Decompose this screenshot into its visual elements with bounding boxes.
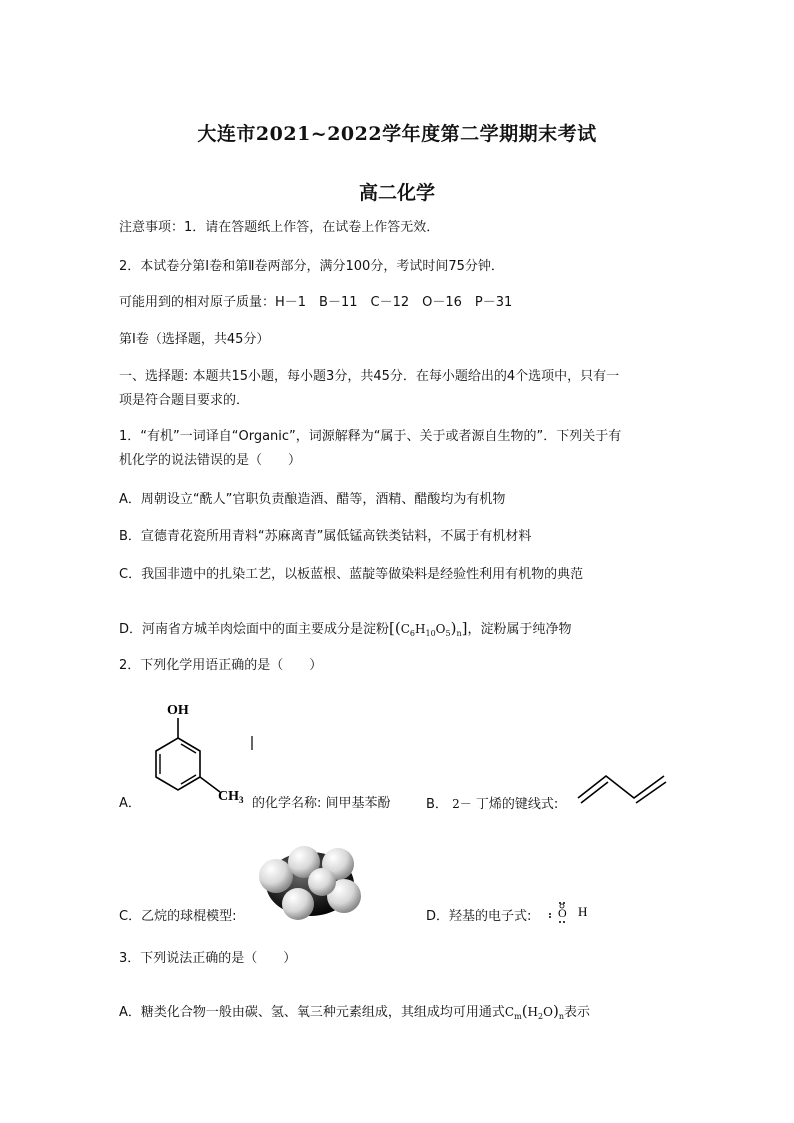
exam-title: 大连市2021~2022学年度第二学期期末考试: [197, 123, 597, 145]
m-cresol-structure-diagram: [140, 698, 260, 808]
q2-option-a-text: 的化学名称: 间甲基苯酚: [252, 796, 391, 811]
q1-option-d: [119, 619, 572, 643]
q2-option-d: D．羟基的电子式:: [426, 909, 532, 924]
notes-line-3: 可能用到的相对原子质量：H－1 B－11 C－12 O－16 P－31: [119, 295, 513, 310]
q2-option-b-prefix: 2－: [452, 797, 472, 811]
q1-option-b: B．宣德青花瓷所用青料“苏麻离青”属低锰高铁类钴料，不属于有机材料: [119, 529, 532, 544]
part1-heading: 第Ⅰ卷（选择题，共45分）: [119, 332, 270, 347]
carbohydrate-general-formula: $C_m(H_2O)_n$: [504, 1002, 564, 1021]
q2-option-b-text: 丁烯的键线式:: [475, 797, 559, 812]
section-instruction-line-2: 项是符合题目要求的．: [119, 393, 250, 408]
section-instruction-line-1: 一、选择题: 本题共15小题，每小题3分，共45分．在每小题给出的4个选项中，只有一: [119, 369, 620, 384]
ch3-label: $CH_3$: [218, 789, 244, 805]
ethane-model-diagram: [258, 838, 363, 924]
notes-line-2: 2．本试卷分第Ⅰ卷和第Ⅱ卷两部分，满分100分，考试时间75分钟．: [119, 259, 504, 274]
electron-formula-h: H: [578, 904, 588, 919]
q2-option-c: C．乙烷的球棍模型:: [119, 909, 237, 924]
notes-line-1: 注意事项：1．请在答题纸上作答，在试卷上作答无效．: [119, 220, 440, 235]
q1-option-a: A．周朝设立“酰人”官职负责酿造酒、醋等，酒精、醋酸均为有机物: [119, 492, 506, 507]
q2-option-b: [426, 795, 558, 814]
q3-option-a-text: A．糖类化合物一般由碳、氢、氧三种元素组成，其组成均可用通式: [119, 1005, 505, 1020]
q1-stem-line-1: 1．“有机”一词译自“Organic”，词源解释为“属于、关于或者源自生物的”．下列关于有: [119, 429, 622, 444]
svg-text:O: O: [558, 906, 567, 920]
q2-stem: 2．下列化学用语正确的是（ ）: [119, 658, 323, 673]
q2-option-a-label: A．: [119, 796, 141, 811]
q3-option-a: [119, 1002, 590, 1026]
starch-formula: $[(C_6H_{10}O_5)_n]$: [389, 619, 468, 638]
q1-option-d-tail: ，淀粉属于纯净物: [467, 622, 572, 637]
exam-subject: 高二化学: [358, 182, 435, 204]
q2-option-b-label: B．: [426, 797, 448, 812]
q1-option-d-text: D．河南省方城羊肉烩面中的面主要成分是淀粉: [119, 622, 390, 637]
q3-stem: 3．下列说法正确的是（ ）: [119, 951, 297, 966]
oh-label: OH: [167, 703, 189, 718]
q1-option-c: C．我国非遗中的扎染工艺，以板蓝根、蓝靛等做染料是经验性利用有机物的典范: [119, 567, 584, 582]
q3-option-a-tail: 表示: [563, 1005, 590, 1020]
skeletal-formula-diagram: [576, 770, 671, 805]
hydroxyl-electron-formula: [548, 898, 598, 924]
q1-stem-line-2: 机化学的说法错误的是（ ）: [119, 453, 302, 468]
